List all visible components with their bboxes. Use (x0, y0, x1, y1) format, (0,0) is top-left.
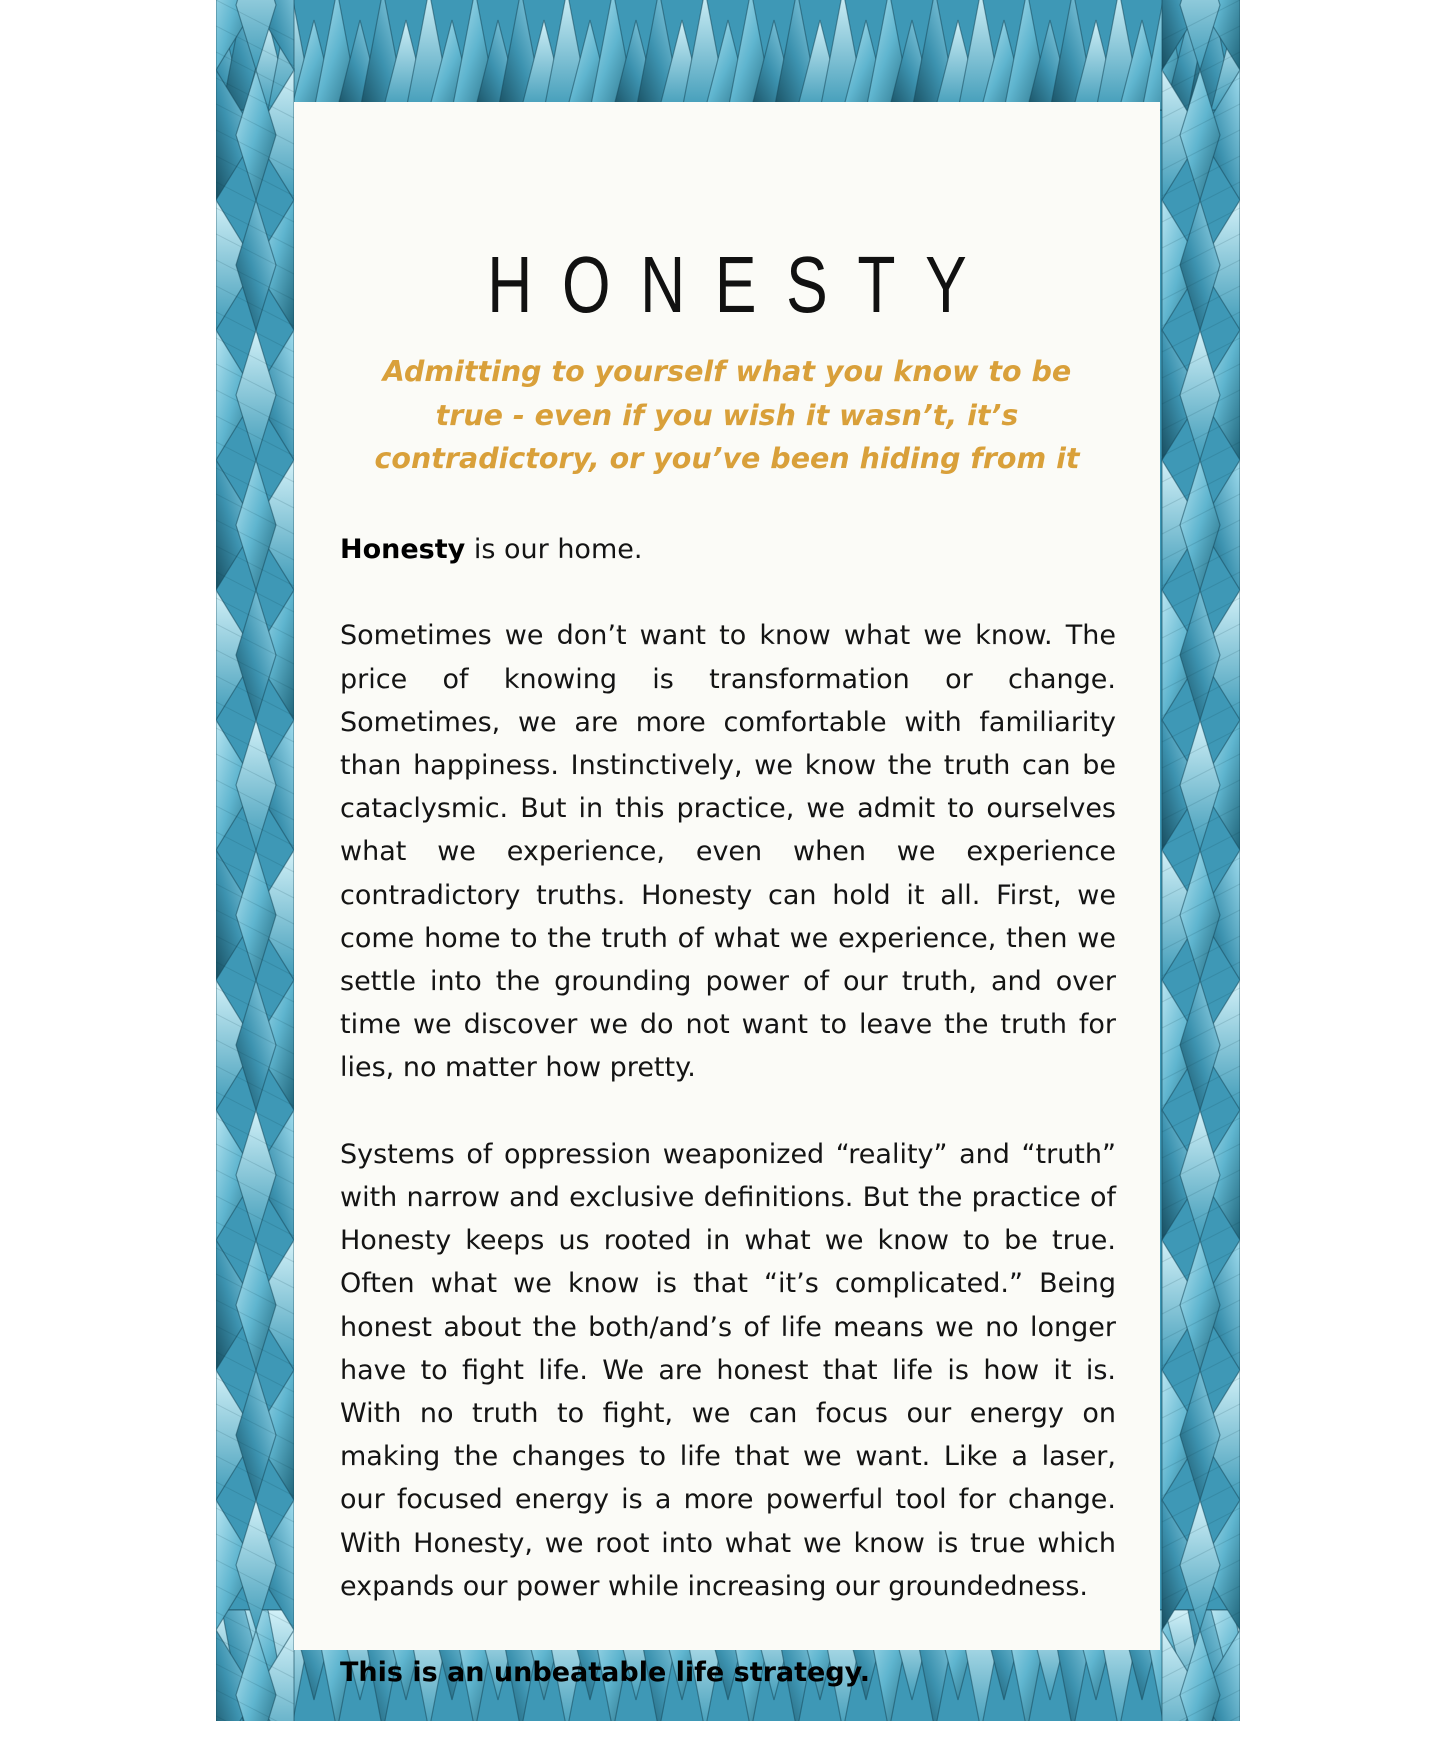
body-text (340, 528, 1116, 1738)
page-title: HONESTY (487, 240, 997, 329)
intro-rest: is our home. (465, 534, 643, 565)
text-panel (294, 102, 1160, 1689)
closing-statement: This is an unbeatable life strategy. (340, 1657, 871, 1689)
intro-bold-word: Honesty (340, 534, 466, 565)
paragraph-1: Sometimes we don’t want to know what we know. The price of knowing is transformation or change. Sometimes, we are more comfortable with familiarity than happiness. Instinctively, we know the truth can be cataclysmic. But in this practice, we admit to ourselves what we experience, even when we experience contradictory truths. Honesty can hold it all. First, we come home to the truth of what we experience, then we settle into the grounding power of our truth, and over time we discover we do not want to leave the truth for lies, no matter how pretty. (340, 620, 1116, 1084)
subtitle-definition: Admitting to yourself what you know to be true - even if you wish it wasn’t, it’s contradictory, or you’ve been hiding from it (374, 355, 1080, 475)
intro-paragraph (340, 528, 1116, 571)
paragraph-2: Systems of oppression weaponized “reality” and “truth” with narrow and exclusive definitions. But the practice of Honesty keeps us rooted in what we know to be true. Often what we know is that “it’s complicated.” Being honest about the both/and’s of life means we no longer have to fight life. We are honest that life is how it is. With no truth to fight, we can focus our energy on making the changes to life that we want. Like a laser, our focused energy is a more powerful tool for change. With Honesty, we root into what we know is true which expands our power while increasing our groundedness. (340, 1138, 1116, 1602)
